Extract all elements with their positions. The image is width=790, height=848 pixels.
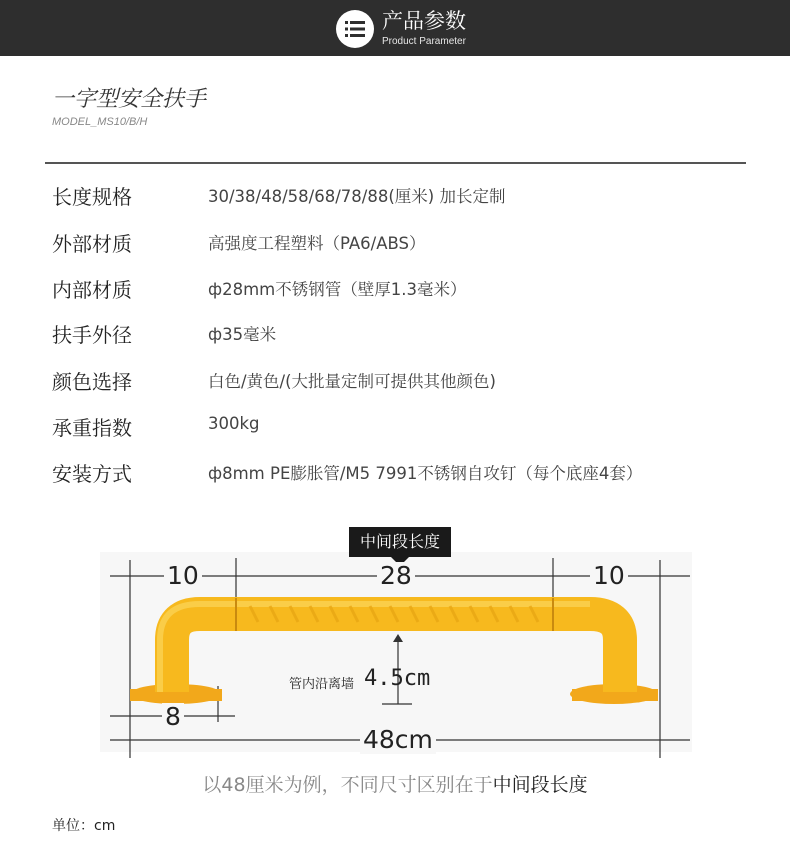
total-length-dimension: 48cm	[360, 726, 436, 754]
left-end-dimension: 10	[164, 562, 202, 590]
spec-row-outer-material	[0, 228, 790, 258]
header-subtitle: Product Parameter	[382, 36, 466, 47]
list-icon	[336, 10, 374, 48]
spec-label: 承重指数	[52, 416, 132, 440]
spec-value: 白色/黄色/(大批量定制可提供其他颜色)	[208, 372, 496, 391]
spec-row-load	[0, 412, 790, 442]
spec-row-inner-material	[0, 274, 790, 304]
spec-value: 30/38/48/58/68/78/88(厘米) 加长定制	[208, 187, 506, 206]
unit-note: 单位：cm	[52, 818, 116, 834]
spec-label: 长度规格	[52, 185, 132, 209]
header-bar	[0, 0, 790, 56]
spec-row-diameter	[0, 319, 790, 349]
right-end-dimension: 10	[590, 562, 628, 590]
spec-row-installation	[0, 458, 790, 488]
divider	[45, 162, 746, 164]
spec-label: 安装方式	[52, 462, 132, 486]
spec-label: 内部材质	[52, 278, 132, 302]
spec-label: 颜色选择	[52, 370, 132, 394]
middle-dimension: 28	[377, 562, 415, 590]
header-title: 产品参数	[382, 9, 466, 33]
spec-row-color	[0, 366, 790, 396]
spec-label: 扶手外径	[52, 323, 132, 347]
spec-row-length	[0, 181, 790, 211]
spec-value: ф35毫米	[208, 325, 277, 344]
base-height-dimension: 8	[162, 703, 184, 731]
middle-length-tag: 中间段长度	[349, 527, 451, 557]
spec-value: 300kg	[208, 414, 260, 433]
caption-prefix: 以48厘米为例，不同尺寸区别在于	[202, 774, 493, 796]
spec-value: ф28mm不锈钢管（壁厚1.3毫米）	[208, 280, 467, 299]
caption-emphasis: 中间段长度	[492, 774, 588, 796]
wall-gap-value: 4.5cm	[364, 666, 431, 691]
product-name: 一字型安全扶手	[52, 87, 207, 112]
spec-label: 外部材质	[52, 232, 132, 256]
spec-value: ф8mm PE膨胀管/M5 7991不锈钢自攻钉（每个底座4套）	[208, 464, 643, 483]
product-model: MODEL_MS10/B/H	[52, 116, 148, 128]
diagram-caption	[0, 770, 790, 797]
wall-gap-label: 管内沿离墙	[289, 677, 355, 692]
spec-value: 高强度工程塑料（PA6/ABS）	[208, 234, 426, 253]
